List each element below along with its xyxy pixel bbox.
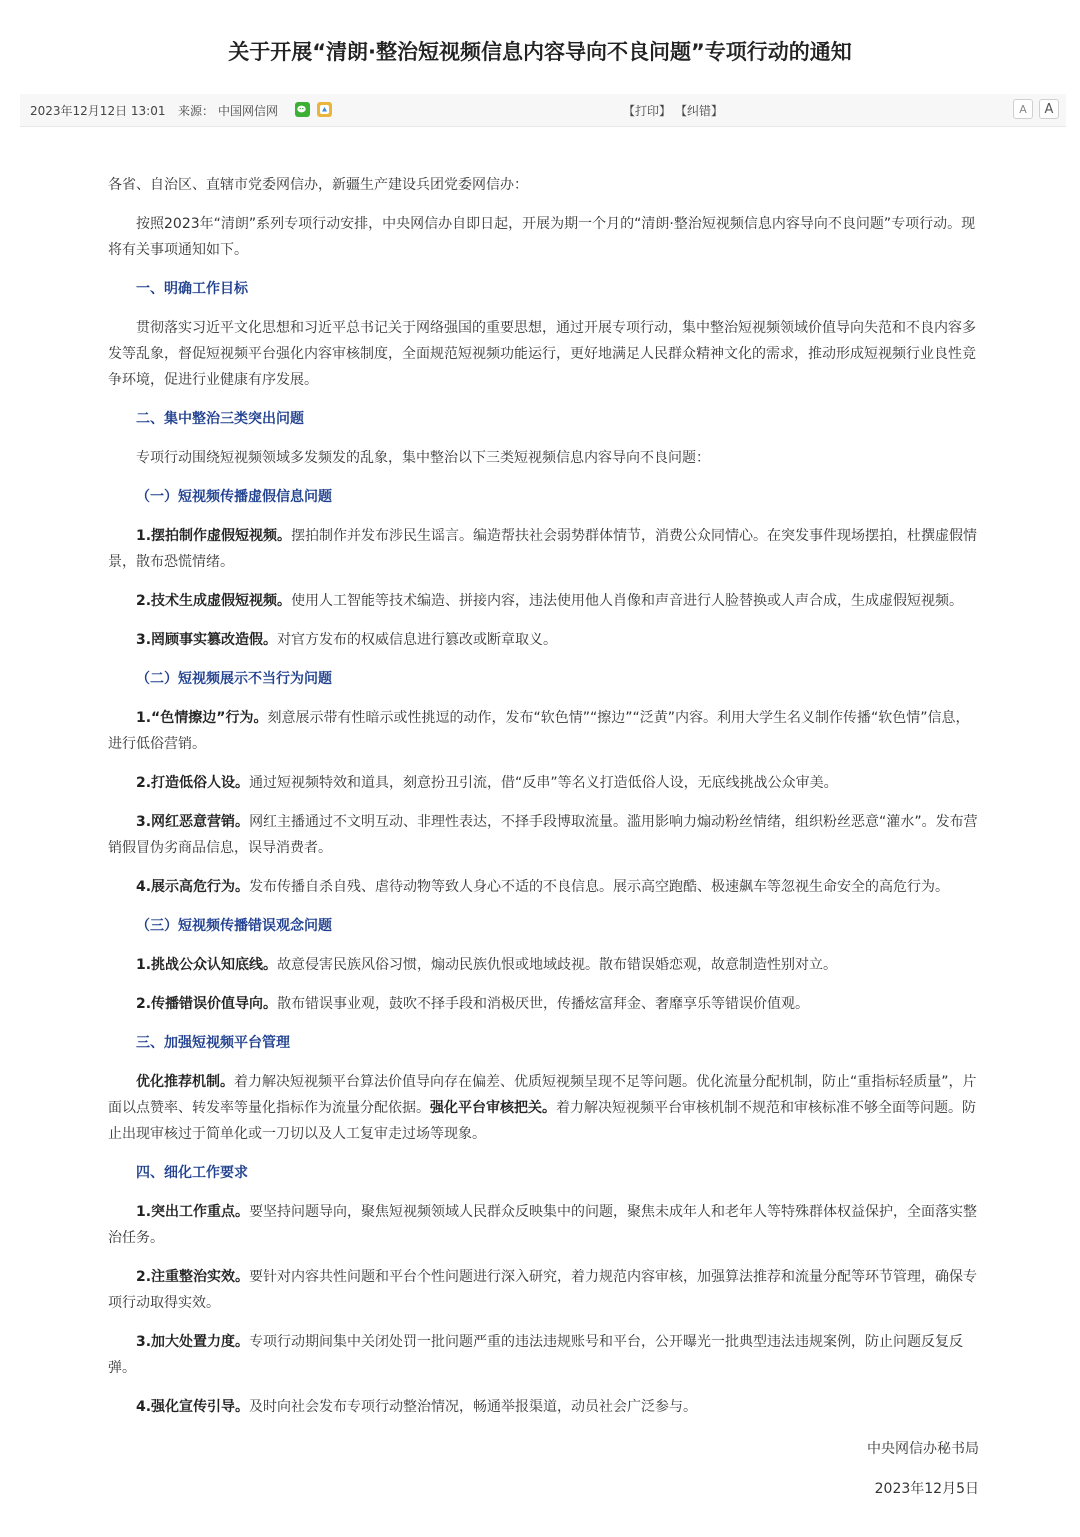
- item-lead: 优化推荐机制。: [136, 1074, 234, 1090]
- item-paragraph: [108, 627, 980, 653]
- item-text: 及时向社会发布专项行动整治情况，畅通举报渠道，动员社会广泛参与。: [249, 1399, 698, 1415]
- item-text: 刻意展示带有性暗示或性挑逗的动作，发布“软色情”“擦边”“泛黄”内容。利用大学生名义制作传播“软色情”信息，进行低俗营销。: [108, 710, 970, 752]
- item-text: 通过短视频特效和道具，刻意扮丑引流，借“反串”等名义打造低俗人设，无底线挑战公众审美。: [249, 775, 838, 791]
- item-paragraph: [108, 1394, 980, 1420]
- font-decrease-button[interactable]: A: [1013, 99, 1033, 119]
- item-lead: 3.罔顾事实篡改造假。: [136, 632, 278, 648]
- item-text: 故意侵害民族风俗习惯，煽动民族仇恨或地域歧视。散布错误婚恋观，故意制造性别对立。: [277, 957, 838, 973]
- greeting: 各省、自治区、直辖市党委网信办，新疆生产建设兵团党委网信办：: [108, 177, 528, 193]
- item-text: 对官方发布的权威信息进行篡改或断章取义。: [277, 632, 558, 648]
- item-paragraph: [108, 1199, 980, 1251]
- weibo-icon[interactable]: [317, 102, 332, 117]
- item-lead: 4.展示高危行为。: [136, 879, 250, 895]
- item-paragraph: [108, 523, 980, 575]
- item-text: 要坚持问题导向，聚焦短视频领域人民群众反映集中的问题，聚焦未成年人和老年人等特殊群体权益保护，全面落实整治任务。: [108, 1204, 978, 1246]
- item-paragraph: [108, 770, 980, 796]
- signature-date: 2023年12月5日: [874, 1481, 979, 1497]
- item-text: 着力解决短视频平台审核机制不规范和审核标准不够全面等问题。防止出现审核过于简单化或一刀切以及人工复审走过场等现象。: [108, 1100, 976, 1142]
- item-paragraph: [108, 809, 980, 861]
- item-text: 专项行动期间集中关闭处罚一批问题严重的违法违规账号和平台，公开曝光一批典型违法违规案例，防止问题反复反弹。: [108, 1334, 964, 1376]
- item-text: 网红主播通过不文明互动、非理性表达，不择手段博取流量。滥用影响力煽动粉丝情绪，组织粉丝恶意“灌水”。发布营销假冒伪劣商品信息，误导消费者。: [108, 814, 978, 856]
- item-paragraph: [108, 1069, 980, 1147]
- meta-bar: [20, 94, 1066, 127]
- correct-link[interactable]: 【纠错】: [675, 104, 724, 118]
- signature: 中央网信办秘书局: [867, 1441, 979, 1457]
- item-text: 发布传播自杀自残、虐待动物等致人身心不适的不良信息。展示高空跑酷、极速飙车等忽视生命安全的高危行为。: [249, 879, 950, 895]
- intro-paragraph: 按照2023年“清朗”系列专项行动安排，中央网信办自即日起，开展为期一个月的“清朗·整治短视频信息内容导向不良问题”专项行动。现将有关事项通知如下。: [108, 216, 976, 258]
- item-lead: 2.技术生成虚假短视频。: [136, 593, 292, 609]
- item-paragraph: [108, 874, 980, 900]
- item-paragraph: [108, 991, 980, 1017]
- subsection-heading: （一）短视频传播虚假信息问题: [136, 489, 332, 505]
- section-paragraph: 专项行动围绕短视频领域多发频发的乱象，集中整治以下三类短视频信息内容导向不良问题：: [136, 450, 710, 466]
- item-lead: 1.突出工作重点。: [136, 1204, 250, 1220]
- item-lead: 3.加大处置力度。: [136, 1334, 250, 1350]
- subsection-heading: （三）短视频传播错误观念问题: [136, 918, 332, 934]
- section-heading: 二、集中整治三类突出问题: [136, 411, 304, 427]
- section-heading: 四、细化工作要求: [136, 1165, 248, 1181]
- section-heading: 一、明确工作目标: [136, 281, 248, 297]
- item-lead: 1.挑战公众认知底线。: [136, 957, 278, 973]
- item-text: 散布错误事业观，鼓吹不择手段和消极厌世，传播炫富拜金、奢靡享乐等错误价值观。: [277, 996, 810, 1012]
- article-body: [108, 172, 980, 1433]
- item-paragraph: [108, 1329, 980, 1381]
- item-lead: 强化平台审核把关。: [430, 1100, 556, 1116]
- subsection-heading: （二）短视频展示不当行为问题: [136, 671, 332, 687]
- item-text: 使用人工智能等技术编造、拼接内容，违法使用他人肖像和声音进行人脸替换或人声合成，生成虚假短视频。: [291, 593, 964, 609]
- section-heading: 三、加强短视频平台管理: [136, 1035, 290, 1051]
- source-label: 来源：: [178, 104, 215, 118]
- print-link[interactable]: 【打印】: [623, 104, 672, 118]
- item-lead: 4.强化宣传引导。: [136, 1399, 250, 1415]
- item-lead: 2.打造低俗人设。: [136, 775, 250, 791]
- item-lead: 2.注重整治实效。: [136, 1269, 250, 1285]
- font-increase-button[interactable]: A: [1039, 99, 1059, 119]
- item-text: 着力解决短视频平台算法价值导向存在偏差、优质短视频呈现不足等问题。优化流量分配机制，防止“重指标轻质量”，片面以点赞率、转发率等量化指标作为流量分配依据。: [108, 1074, 977, 1116]
- item-text: 要针对内容共性问题和平台个性问题进行深入研究，着力规范内容审核，加强算法推荐和流量分配等环节管理，确保专项行动取得实效。: [108, 1269, 978, 1311]
- item-paragraph: [108, 952, 980, 978]
- section-paragraph: 贯彻落实习近平文化思想和习近平总书记关于网络强国的重要思想，通过开展专项行动，集中整治短视频领域价值导向失范和不良内容多发等乱象，督促短视频平台强化内容审核制度，全面规范短视频功能运行，更好地满足人民群众精神文化的需求，推动形成短视频行业良性竞争环境，促进行业健康有序发展。: [108, 320, 976, 388]
- item-lead: 3.网红恶意营销。: [136, 814, 250, 830]
- publish-date: 2023年12月12日 13:01: [30, 104, 166, 118]
- page-title: 关于开展“清朗·整治短视频信息内容导向不良问题”专项行动的通知: [228, 40, 852, 64]
- item-paragraph: [108, 705, 980, 757]
- item-lead: 1.摆拍制作虚假短视频。: [136, 528, 292, 544]
- item-lead: 1.“色情擦边”行为。: [136, 710, 268, 726]
- item-lead: 2.传播错误价值导向。: [136, 996, 278, 1012]
- wechat-icon[interactable]: [295, 102, 310, 117]
- source-name: 中国网信网: [218, 104, 279, 118]
- item-paragraph: [108, 1264, 980, 1316]
- item-paragraph: [108, 588, 980, 614]
- item-text: 摆拍制作并发布涉民生谣言。编造帮扶社会弱势群体情节，消费公众同情心。在突发事件现场摆拍，杜撰虚假情景，散布恐慌情绪。: [108, 528, 978, 570]
